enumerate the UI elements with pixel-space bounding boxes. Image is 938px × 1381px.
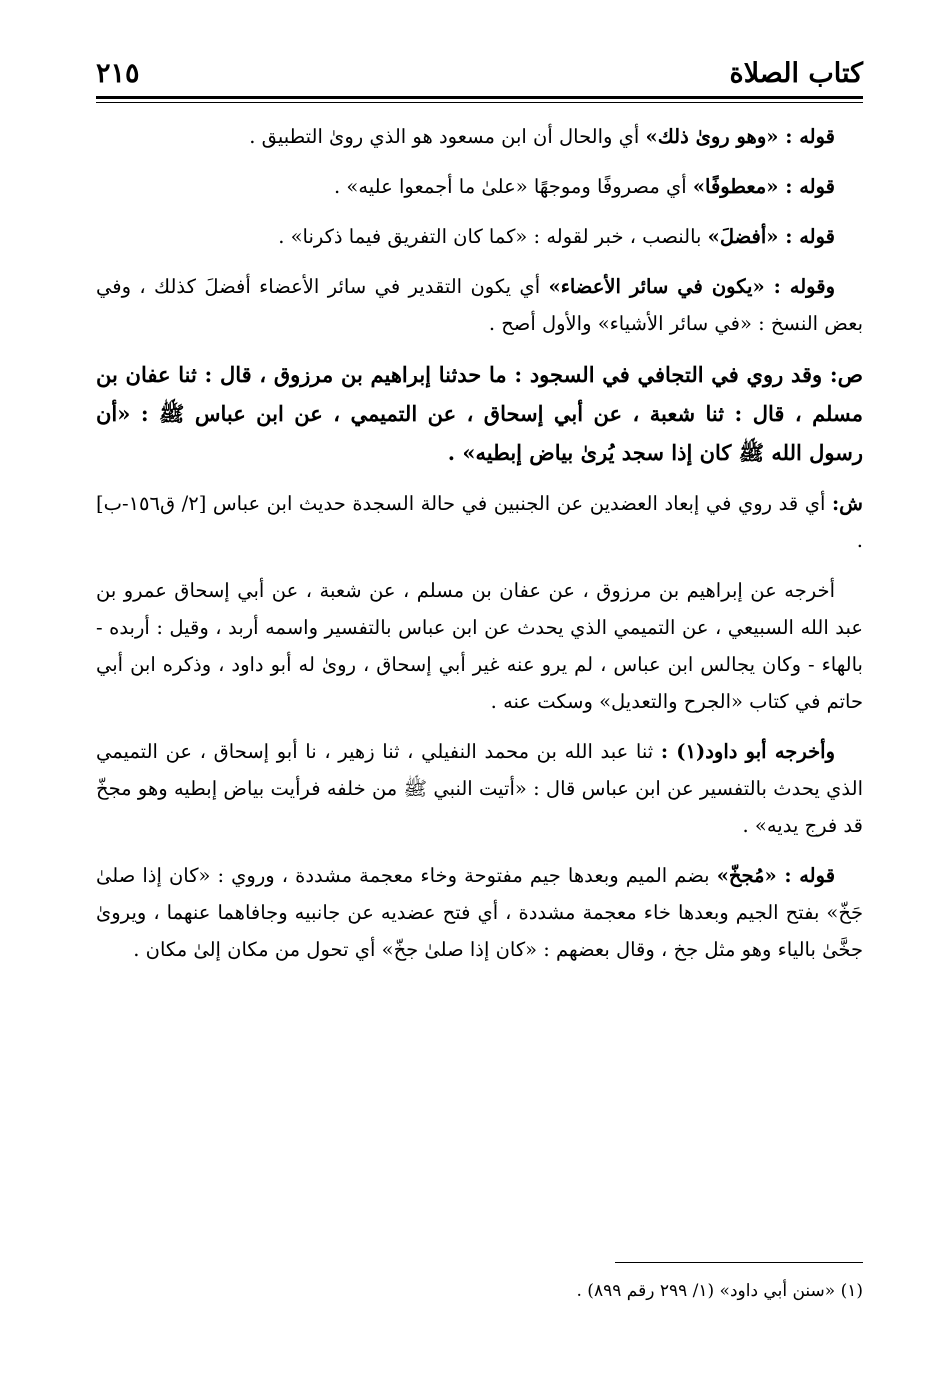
page-number: ٢١٥ [96, 58, 140, 89]
paragraph-lead: ص: [829, 362, 863, 387]
paragraph-lead: قوله : «أفضلَ» [707, 225, 835, 248]
paragraph [96, 118, 863, 155]
paragraph-text: أي يكون التقدير في سائر الأعضاء أفضلَ كذلك ، وفي بعض النسخ : «في سائر الأشياء» والأول أصح . [96, 275, 863, 335]
paragraph-lead: وأخرجه أبو داود(١) : [660, 740, 835, 763]
paragraph [96, 572, 863, 720]
paragraph-lead: وقوله : «يكون في سائر الأعضاء» [548, 275, 835, 298]
paragraph-text: ثنا عبد الله بن محمد النفيلي ، ثنا زهير ، نا أبو إسحاق ، عن التميمي الذي يحدث بالتفسير عن ابن عباس قال : «أتيت النبي ﷺ من خلفه فرأيت بياض إبطيه وهو مجخّ قد فرج يديه» . [96, 740, 863, 837]
footnote: (١) «سنن أبي داود» (١/ ٢٩٩ رقم ٨٩٩) . [576, 1281, 863, 1301]
paragraph-text: بالنصب ، خبر لقوله : «كما كان التفريق فيما ذكرنا» . [278, 225, 708, 248]
paragraph [96, 268, 863, 342]
paragraph [96, 168, 863, 205]
paragraph-lead: قوله : «معطوفًا» [692, 175, 835, 198]
paragraph-text: أخرجه عن إبراهيم بن مرزوق ، عن عفان بن مسلم ، عن شعبة ، عن أبي إسحاق عمرو بن عبد الله السبيعي ، عن التميمي الذي يحدث عن ابن عباس بالتفسير واسمه أربد ، وقيل : أربده - بالهاء - وكان يجالس ابن عباس ، لم يرو عنه غير أبي إسحاق ، روىٰ له أبو داود ، وذكره ابن أبي حاتم في كتاب «الجرح والتعديل» وسكت عنه . [96, 579, 863, 713]
page-header [96, 52, 863, 98]
paragraph-text: بضم الميم وبعدها جيم مفتوحة وخاء معجمة مشددة ، وروي : «كان إذا صلىٰ جَخّ» بفتح الجيم وبعدها خاء معجمة مشددة ، أي فتح عضديه عن جانبيه وجافاهما عنهما ، ويروىٰ جخَّىٰ بالياء وهو مثل جخ ، وقال بعضهم : «كان إذا صلىٰ جخّ» أي تحول من مكان إلىٰ مكان . [96, 864, 863, 961]
header-rule-thin [96, 102, 863, 103]
paragraph-text: أي مصروفًا وموجهًا «علىٰ ما أجمعوا عليه» . [334, 175, 693, 198]
paragraph-text: وقد روي في التجافي في السجود : ما حدثنا إبراهيم بن مرزوق ، قال : ثنا عفان بن مسلم ، قال : ثنا شعبة ، عن أبي إسحاق ، عن التميمي ، عن ابن عباس ﷺ : «أن رسول الله ﷺ كان إذا سجد يُرىٰ بياض إبطيه» . [96, 362, 863, 465]
paragraph [96, 218, 863, 255]
paragraph-lead: ش: [831, 492, 863, 515]
paragraph [96, 733, 863, 844]
paragraph-lead: قوله : «مُجخّ» [716, 864, 836, 887]
paragraph [96, 857, 863, 968]
chapter-title: كتاب الصلاة [729, 58, 863, 89]
footnote-separator [615, 1262, 863, 1263]
header-rule-thick [96, 96, 863, 99]
paragraph-text: أي والحال أن ابن مسعود هو الذي روىٰ التطبيق . [249, 125, 646, 148]
hadith-text-paragraph [96, 355, 863, 472]
paragraph-text: أي قد روي في إبعاد العضدين عن الجنبين في حالة السجدة حديث ابن عباس [٢/ ق١٥٦-ب] . [96, 492, 863, 552]
paragraph-lead: قوله : «وهو روىٰ ذلك» [645, 125, 835, 148]
commentary-paragraph [96, 485, 863, 559]
main-text [96, 118, 863, 981]
